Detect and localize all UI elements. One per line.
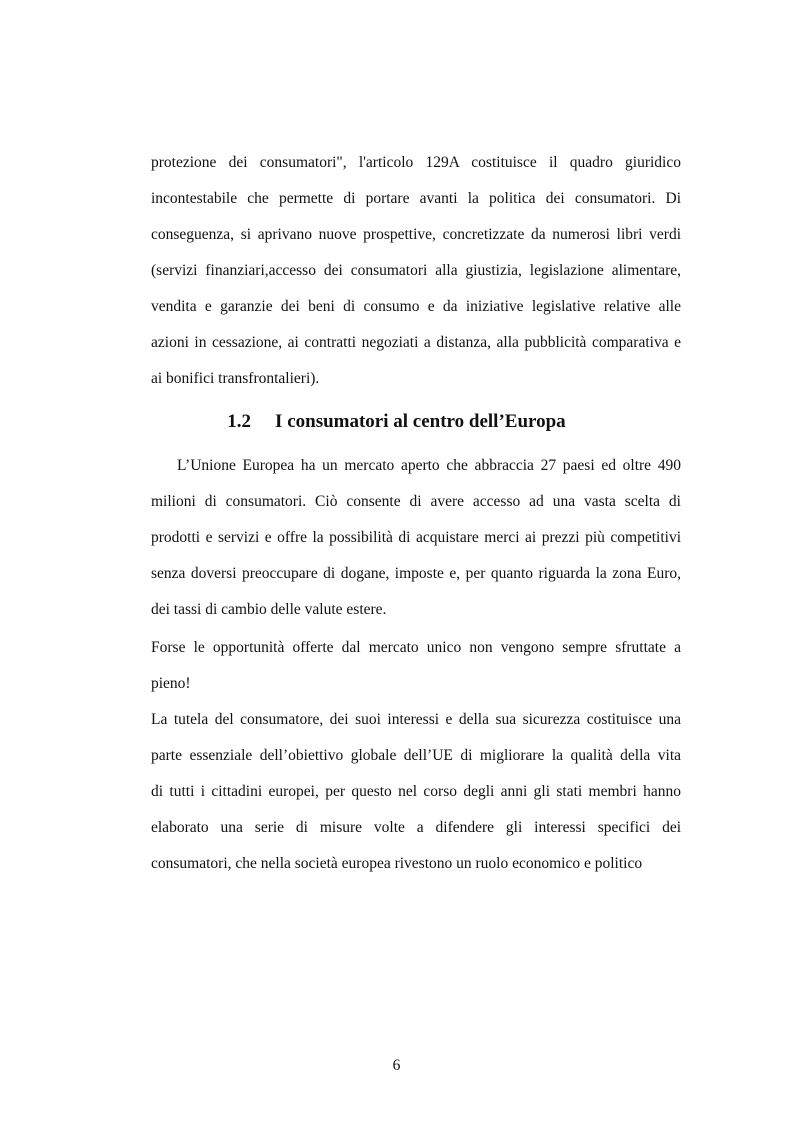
text-line: ai bonifici transfrontalieri). [151, 370, 320, 387]
text-line: L’Unione Europea ha un mercato aperto che abbraccia 27 paesi ed oltre 490 [177, 457, 681, 474]
paragraph-single-market [151, 448, 681, 628]
text-line: dei tassi di cambio delle valute estere. [151, 601, 387, 618]
section-number: 1.2 [227, 411, 252, 432]
paragraph-opportunities [151, 630, 681, 702]
paragraph-consumer-safety [151, 702, 681, 882]
text-line: azioni in cessazione, ai contratti negoziati a distanza, alla pubblicità comparativa e [151, 334, 681, 351]
text-line: vendita e garanzie dei beni di consumo e da iniziative legislative relative alle [151, 298, 681, 315]
text-line: elaborato una serie di misure volte a difendere gli interessi specifici dei [151, 819, 681, 836]
text-line: senza doversi preoccupare di dogane, imposte e, per quanto riguarda la zona Euro, [151, 565, 681, 582]
text-line: (servizi finanziari,accesso dei consumatori alla giustizia, legislazione alimentare, [151, 262, 681, 279]
section-heading [0, 405, 793, 439]
text-line: pieno! [151, 675, 191, 692]
text-line: incontestabile che permette di portare avanti la politica dei consumatori. Di [151, 190, 681, 207]
page-number: 6 [392, 1057, 401, 1074]
section-title: I consumatori al centro dell’Europa [275, 411, 566, 432]
text-line: milioni di consumatori. Ciò consente di avere accesso ad una vasta scelta di [151, 493, 681, 510]
text-line: di tutti i cittadini europei, per questo nel corso degli anni gli stati membri hanno [151, 783, 681, 800]
paragraph-consumer-protection [151, 145, 681, 397]
text-line: prodotti e servizi e offre la possibilità di acquistare merci ai prezzi più competitivi [151, 529, 681, 546]
text-line: protezione dei consumatori", l'articolo 129A costituisce il quadro giuridico [151, 154, 681, 171]
text-line: consumatori, che nella società europea rivestono un ruolo economico e politico [151, 855, 643, 872]
text-line: Forse le opportunità offerte dal mercato unico non vengono sempre sfruttate a [151, 639, 681, 656]
text-line: parte essenziale dell’obiettivo globale dell’UE di migliorare la qualità della vita [151, 747, 681, 764]
text-line: conseguenza, si aprivano nuove prospettive, concretizzate da numerosi libri verdi [151, 226, 681, 243]
text-line: La tutela del consumatore, dei suoi interessi e della sua sicurezza costituisce una [151, 711, 681, 728]
